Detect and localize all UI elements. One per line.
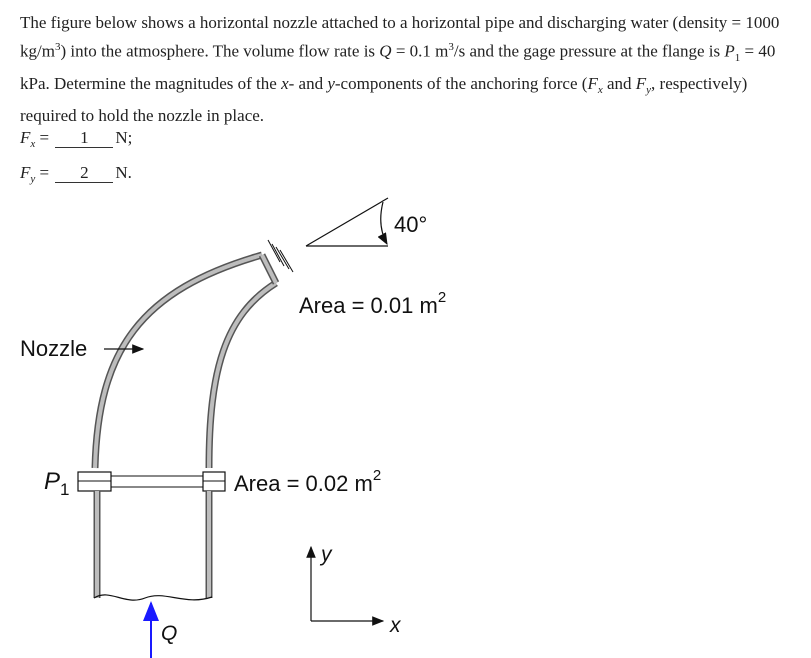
- pipe-break-line: [94, 595, 212, 600]
- y-axis-label: y: [321, 543, 332, 566]
- problem-text: The figure below shows a horizontal nozzle attached to a horizontal pipe and discharging water (density = 1000 $kg/m^3$) into the atmosphere. The volume flow rate is Q = 0.1 $m^3/s$ and the gage pressure at the flange is $P_1 = 40$ kPa. Determine the magnitudes of the x- and y-components of the anchoring force ($F_x$ and $F_y$, respectively) required to hold the nozzle in place.: [20, 13, 780, 126]
- flow-label: Q: [161, 622, 178, 645]
- fy-answer-line: $F_y = 2$ N.: [20, 163, 132, 186]
- jet-direction-line: [306, 198, 388, 246]
- nozzle-figure: [0, 195, 811, 658]
- angle-arc: [381, 202, 387, 244]
- nozzle-left-wall: [95, 255, 262, 468]
- problem-statement: [20, 10, 795, 128]
- x-axis-label: x: [390, 614, 401, 637]
- fy-answer-input[interactable]: 2: [55, 164, 113, 183]
- angle-label: 40°: [394, 212, 428, 237]
- fx-answer-input[interactable]: 1: [55, 129, 113, 148]
- area-inlet-label: Area = 0.02 $m^2$: [234, 467, 382, 496]
- p1-label: $P_1$: [44, 468, 70, 499]
- area-exit-label: Area = 0.01 $m^2$: [299, 289, 447, 318]
- nozzle-label: Nozzle: [20, 336, 88, 361]
- fx-answer-line: $F_x = 1$ N;: [20, 128, 133, 151]
